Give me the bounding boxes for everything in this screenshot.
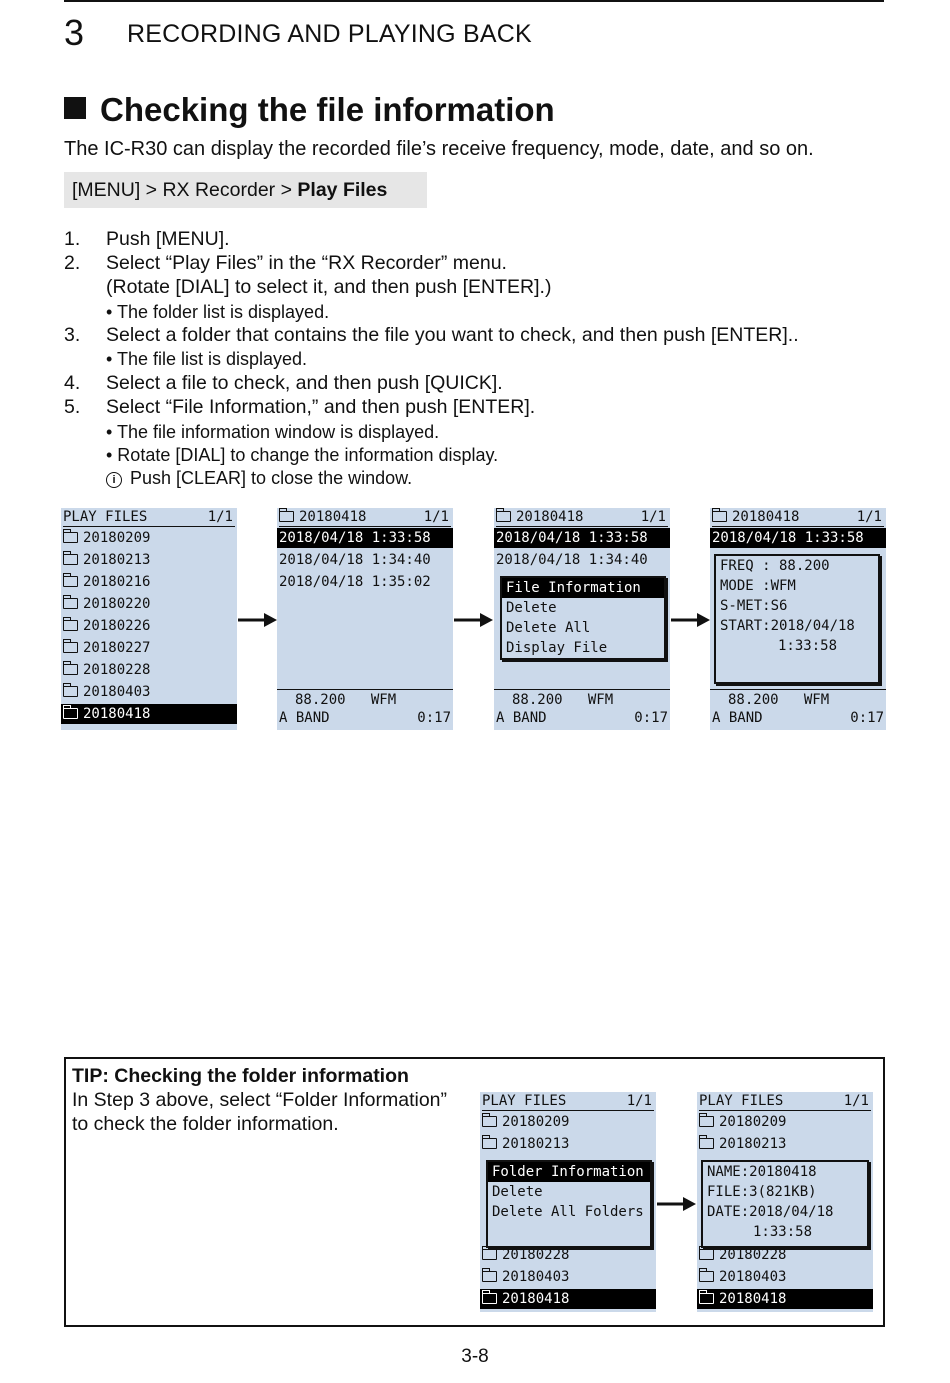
folder-icon <box>279 511 294 522</box>
right-arrow-icon <box>454 612 494 628</box>
file-item-selected[interactable]: 2018/04/18 1:33:58 <box>277 528 453 548</box>
folder-icon <box>63 620 78 631</box>
folder-item-selected[interactable]: 20180418 <box>697 1289 873 1309</box>
step-3-note: • The file list is displayed. <box>106 349 308 369</box>
folder-item[interactable]: 20180213 <box>699 1134 871 1154</box>
folder-item[interactable]: 20180209 <box>699 1112 871 1132</box>
step-2-note: • The folder list is displayed. <box>106 302 330 322</box>
step-1-text: Push [MENU]. <box>106 228 230 250</box>
folder-item[interactable]: 20180226 <box>63 616 235 636</box>
step-5-note-3: i Push [CLEAR] to close the window. <box>106 468 412 489</box>
screen-header: 20180418 1/1 <box>712 508 884 527</box>
screen-header: PLAY FILES 1/1 <box>63 509 233 525</box>
step-3-text: Select a folder that contains the file you want to check, and then push [ENTER].. <box>106 324 799 346</box>
menu-path: [MENU] > RX Recorder > Play Files <box>64 172 427 208</box>
folder-icon <box>63 708 78 719</box>
folder-item[interactable]: 20180228 <box>699 1245 871 1265</box>
file-item[interactable]: 2018/04/18 1:35:02 <box>279 574 431 590</box>
screen-footer: 88.200 WFM A BAND 0:17 <box>494 689 670 730</box>
info-freq: FREQ : 88.200 <box>720 558 830 574</box>
menu-item-file-information[interactable]: File Information <box>502 578 664 598</box>
folder-icon <box>699 1116 714 1127</box>
folder-item-selected[interactable]: 20180418 <box>480 1289 656 1309</box>
step-2-num: 2. <box>64 252 81 274</box>
info-smeter: S-MET:S6 <box>720 598 788 614</box>
folder-info-window <box>701 1160 869 1248</box>
folder-item[interactable]: 20180209 <box>482 1112 654 1132</box>
step-4-text: Select a file to check, and then push [QUICK]. <box>106 372 503 394</box>
folder-item[interactable]: 20180403 <box>482 1267 654 1287</box>
step-2-text: Select “Play Files” in the “RX Recorder” menu. <box>106 252 507 274</box>
folder-icon <box>482 1271 497 1282</box>
folder-item-selected[interactable]: 20180418 <box>61 704 237 724</box>
right-arrow-icon <box>657 1196 697 1212</box>
folder-icon <box>699 1249 714 1260</box>
folder-icon <box>482 1138 497 1149</box>
folder-icon <box>63 598 78 609</box>
file-info-window <box>714 554 880 684</box>
screen-folder-list <box>61 508 237 730</box>
folder-icon <box>699 1271 714 1282</box>
section-title: Checking the file information <box>64 91 555 129</box>
menu-item-delete[interactable]: Delete <box>492 1184 543 1200</box>
folder-icon <box>63 664 78 675</box>
folder-icon <box>699 1138 714 1149</box>
square-bullet-icon <box>64 97 86 119</box>
folder-icon <box>63 554 78 565</box>
intro-text: The IC-R30 can display the recorded file’s receive frequency, mode, date, and so on. <box>64 138 814 160</box>
folder-item[interactable]: 20180216 <box>63 572 235 592</box>
folder-icon <box>482 1249 497 1260</box>
folder-item[interactable]: 20180227 <box>63 638 235 658</box>
tip-line-2: to check the folder information. <box>72 1113 339 1135</box>
step-5-text: Select “File Information,” and then push [ENTER]. <box>106 396 536 418</box>
info-file: FILE:3(821KB) <box>707 1184 817 1200</box>
file-item[interactable]: 2018/04/18 1:34:40 <box>496 552 648 568</box>
folder-item[interactable]: 20180403 <box>63 682 235 702</box>
screen-file-list <box>277 508 453 730</box>
folder-menu-popup <box>486 1160 652 1248</box>
step-4-num: 4. <box>64 372 81 394</box>
file-item-selected[interactable]: 2018/04/18 1:33:58 <box>710 528 886 548</box>
folder-icon <box>496 511 511 522</box>
folder-item[interactable]: 20180209 <box>63 528 235 548</box>
info-name: NAME:20180418 <box>707 1164 817 1180</box>
screen-quick-menu <box>494 508 670 730</box>
info-date: DATE:2018/04/18 <box>707 1204 834 1220</box>
info-start: START:2018/04/18 <box>720 618 855 634</box>
folder-item[interactable]: 20180213 <box>63 550 235 570</box>
screen-header: 20180418 1/1 <box>279 508 451 527</box>
right-arrow-icon <box>671 612 711 628</box>
step-5-note-1: • The file information window is displayed. <box>106 422 440 442</box>
menu-item-delete-all-folders[interactable]: Delete All Folders <box>492 1204 644 1220</box>
info-mode: MODE :WFM <box>720 578 796 594</box>
folder-item[interactable]: 20180228 <box>482 1245 654 1265</box>
menu-item-display-file[interactable]: Display File <box>506 640 608 656</box>
quick-menu-popup <box>500 576 666 660</box>
info-icon: i <box>106 472 122 488</box>
file-item-selected[interactable]: 2018/04/18 1:33:58 <box>494 528 670 548</box>
screen-footer: 88.200 WFM A BAND 0:17 <box>277 689 453 730</box>
step-1-num: 1. <box>64 228 81 250</box>
folder-icon <box>699 1293 714 1304</box>
screen-header: PLAY FILES 1/1 <box>699 1093 869 1109</box>
screen-header: PLAY FILES 1/1 <box>482 1093 652 1109</box>
page-number: 3-8 <box>461 1346 489 1367</box>
folder-item[interactable]: 20180220 <box>63 594 235 614</box>
folder-icon <box>712 511 727 522</box>
tip-screen-folder-information <box>697 1092 873 1312</box>
step-5-note-2: • Rotate [DIAL] to change the information display. <box>106 445 499 465</box>
screen-header: 20180418 1/1 <box>496 508 668 527</box>
step-5-num: 5. <box>64 396 81 418</box>
info-start-time: 1:33:58 <box>778 638 838 654</box>
folder-icon <box>482 1116 497 1127</box>
screen-file-information <box>710 508 886 730</box>
folder-icon <box>63 576 78 587</box>
folder-icon <box>63 686 78 697</box>
screen-footer: 88.200 WFM A BAND 0:17 <box>710 689 886 730</box>
info-time: 1:33:58 <box>753 1224 813 1240</box>
step-3-num: 3. <box>64 324 81 346</box>
tip-line-1: In Step 3 above, select “Folder Information” <box>72 1089 448 1111</box>
file-item[interactable]: 2018/04/18 1:34:40 <box>279 552 431 568</box>
folder-icon <box>63 532 78 543</box>
right-arrow-icon <box>238 612 278 628</box>
folder-icon <box>482 1293 497 1304</box>
menu-item-folder-information[interactable]: Folder Information <box>488 1162 650 1182</box>
tip-title: TIP: Checking the folder information <box>72 1065 409 1087</box>
tip-screen-folder-menu <box>480 1092 656 1312</box>
folder-icon <box>63 642 78 653</box>
chapter-number: 3 <box>64 12 85 53</box>
folder-item[interactable]: 20180228 <box>63 660 235 680</box>
menu-item-delete-all[interactable]: Delete All <box>506 620 591 636</box>
chapter-title: RECORDING AND PLAYING BACK <box>127 20 532 48</box>
step-2-detail: (Rotate [DIAL] to select it, and then push [ENTER].) <box>106 276 552 298</box>
top-rule <box>64 0 884 2</box>
folder-item[interactable]: 20180213 <box>482 1134 654 1154</box>
folder-item[interactable]: 20180403 <box>699 1267 871 1287</box>
menu-item-delete[interactable]: Delete <box>506 600 557 616</box>
